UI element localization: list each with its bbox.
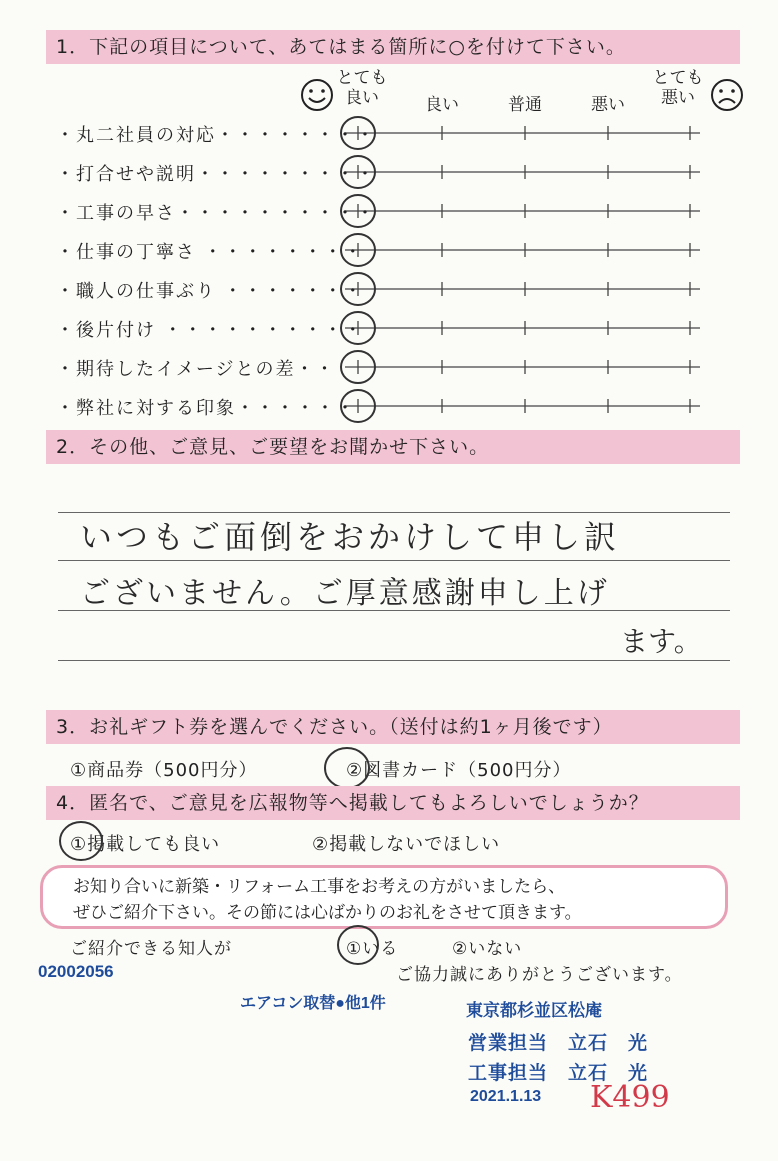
scale-good: 良い [425, 95, 459, 115]
scale-bad: 悪い [591, 95, 625, 115]
selection-circle [56, 818, 106, 864]
comment-line-3: ます。 [620, 625, 702, 658]
publish-option-no[interactable]: ②掲載しないでほしい [312, 834, 501, 855]
referral-option-yes[interactable]: ①いる [346, 939, 399, 959]
selection-circle [334, 922, 382, 968]
referral-question: ご紹介できる知人が [70, 939, 232, 959]
construction-staff: 工事担当 立石 光 [468, 1063, 649, 1084]
referral-line-2: ぜひご紹介下さい。その節には心ばかりのお礼をさせて頂きます。 [73, 903, 582, 923]
item-impression: ・弊社に対する印象・・・・・・ [56, 398, 356, 419]
item-speed: ・工事の早さ・・・・・・・・・・ [56, 203, 376, 224]
comment-line [58, 560, 730, 561]
section3-heading: 3．お礼ギフト券を選んでください。（送付は約1ヶ月後です） [46, 710, 740, 744]
scale-normal: 普通 [508, 95, 542, 115]
selection-circle [322, 744, 372, 792]
publish-option-yes[interactable]: ①掲載しても良い [70, 834, 221, 855]
item-craftsmanship: ・職人の仕事ぶり ・・・・・・・ [56, 281, 364, 302]
handwritten-note: K499 [590, 1080, 670, 1115]
date: 2021.1.13 [470, 1088, 542, 1105]
thanks-text: ご協力誠にありがとうございます。 [396, 965, 683, 985]
section4-heading: 4．匿名で、ご意見を広報物等へ掲載してもよろしいでしょうか？ [46, 786, 740, 820]
sales-staff: 営業担当 立石 光 [468, 1033, 649, 1054]
scale-very-good: とても 良い [336, 68, 388, 108]
referral-box [40, 865, 728, 929]
comment-line-2: ございません。ご厚意感謝申し上げ [80, 576, 610, 611]
customer-code: 02002056 [38, 962, 114, 981]
item-staff: ・丸二社員の対応・・・・・・・・ [56, 125, 376, 146]
scale-very-bad: とても 悪い [652, 68, 704, 108]
item-care: ・仕事の丁寧さ ・・・・・・・・ [56, 242, 364, 263]
item-explanation: ・打合せや説明・・・・・・・・・ [56, 164, 376, 185]
section2-heading: 2．その他、ご意見、ご要望をお聞かせ下さい。 [46, 430, 740, 464]
gift-option-book-card[interactable]: ②図書カード（500円分） [346, 760, 572, 781]
referral-line-1: お知り合いに新築・リフォーム工事をお考えの方がいましたら、 [73, 877, 566, 897]
comment-line [58, 660, 730, 661]
referral-option-no[interactable]: ②いない [452, 939, 523, 959]
section1-heading: 1．下記の項目について、あてはまる箇所に○を付けて下さい。 [46, 30, 740, 64]
job-description: エアコン取替●他1件 [240, 995, 386, 1012]
comment-line-1: いつもご面倒をおかけして申し訳 [80, 518, 621, 556]
location: 東京都杉並区松庵 [466, 1001, 602, 1020]
gift-option-voucher[interactable]: ①商品券（500円分） [70, 760, 258, 781]
item-cleanup: ・後片付け ・・・・・・・・・・ [56, 320, 364, 341]
item-expectation: ・期待したイメージとの差・・ [56, 359, 336, 380]
